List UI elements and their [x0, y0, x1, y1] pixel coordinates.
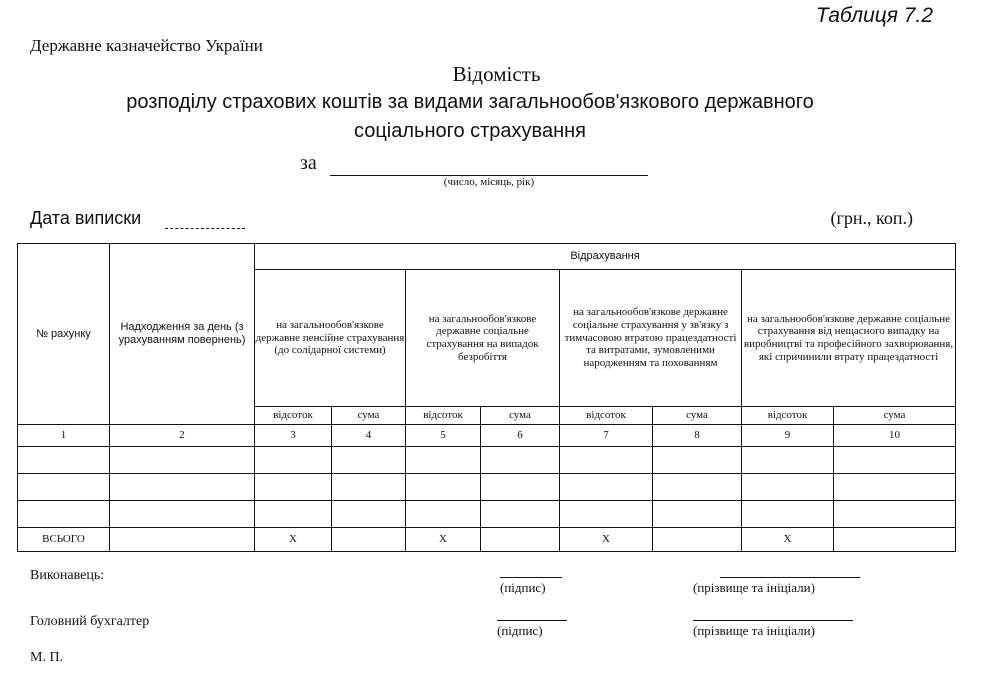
table-cell[interactable]: [560, 474, 653, 501]
table-cell[interactable]: [255, 474, 332, 501]
table-cell[interactable]: [18, 447, 110, 474]
column-number: 1: [18, 425, 110, 447]
table-cell[interactable]: [834, 501, 956, 528]
table-cell[interactable]: [653, 501, 742, 528]
table-row: [18, 474, 956, 501]
total-label: ВСЬОГО: [18, 528, 110, 552]
executor-name-hint: (прізвище та ініціали): [693, 580, 815, 595]
table-cell[interactable]: [406, 474, 481, 501]
table-cell[interactable]: [481, 528, 560, 552]
table-cell[interactable]: [406, 501, 481, 528]
column-number: 3: [255, 425, 332, 447]
executor-signature-line[interactable]: [500, 577, 562, 578]
table-cell[interactable]: [653, 528, 742, 552]
column-number: 4: [332, 425, 406, 447]
table-cell[interactable]: [110, 501, 255, 528]
table-cell[interactable]: [255, 501, 332, 528]
subheader-sum: сума: [834, 407, 956, 425]
period-label: за: [300, 152, 317, 174]
subheader-percent: відсоток: [406, 407, 481, 425]
total-mark: Х: [560, 528, 653, 552]
header-group-pension: на загальнообов'язкове державне пенсійне страхування (до солідарної системи): [255, 270, 406, 407]
document-subtitle-line1: розподілу страхових коштів за видами загальнообов'язкового державного: [126, 91, 814, 113]
table-cell[interactable]: [653, 447, 742, 474]
table-cell[interactable]: [560, 447, 653, 474]
period-hint: (число, місяць, рік): [443, 176, 535, 188]
table-cell[interactable]: [110, 528, 255, 552]
date-label: Дата виписки: [30, 208, 142, 228]
chief-accountant-label: Головний бухгалтер: [30, 614, 150, 629]
table-cell[interactable]: [332, 528, 406, 552]
table-cell[interactable]: [742, 447, 834, 474]
subheader-percent: відсоток: [560, 407, 653, 425]
column-number: 7: [560, 425, 653, 447]
table-cell[interactable]: [406, 447, 481, 474]
table-cell[interactable]: [481, 447, 560, 474]
column-number: 8: [653, 425, 742, 447]
table-cell[interactable]: [834, 474, 956, 501]
table-cell[interactable]: [653, 474, 742, 501]
column-number: 2: [110, 425, 255, 447]
column-number-row: [18, 425, 956, 447]
header-deductions: Відрахування: [255, 244, 956, 270]
stamp-label: М. П.: [30, 650, 64, 665]
table-cell[interactable]: [110, 447, 255, 474]
table-cell[interactable]: [834, 528, 956, 552]
subheader-sum: сума: [653, 407, 742, 425]
subheader-sum: сума: [332, 407, 406, 425]
column-number: 9: [742, 425, 834, 447]
header-group-temporary-disability: на загальнообов'язкове державне соціальне страхування у зв'язку з тимчасовою втратою працездатності та витратами, зумовленими народженням та похованням: [560, 270, 742, 407]
subheader-sum: сума: [481, 407, 560, 425]
chief-accountant-signature-hint: (підпис): [497, 623, 543, 638]
total-mark: Х: [255, 528, 332, 552]
chief-accountant-name-line[interactable]: [693, 620, 853, 621]
table-cell[interactable]: [481, 501, 560, 528]
header-daily-income: Надходження за день (з урахуванням повернень): [110, 244, 255, 425]
column-number: 6: [481, 425, 560, 447]
organization-name: Державне казначейство України: [30, 36, 263, 55]
table-row: [18, 501, 956, 528]
units-label: (грн., коп.): [830, 208, 913, 228]
subheader-percent: відсоток: [255, 407, 332, 425]
table-cell[interactable]: [834, 447, 956, 474]
table-cell[interactable]: [742, 474, 834, 501]
column-number: 10: [834, 425, 956, 447]
distribution-table: [17, 243, 956, 552]
document-title: Відомість: [452, 62, 541, 86]
total-mark: Х: [406, 528, 481, 552]
table-cell[interactable]: [560, 501, 653, 528]
header-account-number: № рахунку: [18, 244, 110, 425]
chief-accountant-signature-line[interactable]: [497, 620, 567, 621]
table-cell[interactable]: [18, 474, 110, 501]
executor-signature-hint: (підпис): [500, 580, 546, 595]
total-row: [18, 528, 956, 552]
document-subtitle-line2: соціального страхування: [353, 120, 586, 142]
header-group-accident: на загальнообов'язкове державне соціальне страхування від нещасного випадку на виробництві та професійного захворювання, які спричинили втрату працездатності: [742, 270, 956, 407]
date-field[interactable]: [165, 228, 245, 229]
chief-accountant-name-hint: (прізвище та ініціали): [693, 623, 815, 638]
column-number: 5: [406, 425, 481, 447]
table-cell[interactable]: [255, 447, 332, 474]
table-row: [18, 447, 956, 474]
subheader-percent: відсоток: [742, 407, 834, 425]
table-cell[interactable]: [481, 474, 560, 501]
executor-label: Виконавець:: [30, 568, 105, 583]
table-number: Таблиця 7.2: [815, 4, 933, 27]
table-cell[interactable]: [332, 501, 406, 528]
table-cell[interactable]: [110, 474, 255, 501]
header-group-unemployment: на загальнообов'язкове державне соціальне страхування на випадок безробіття: [406, 270, 560, 407]
table-cell[interactable]: [742, 501, 834, 528]
table-cell[interactable]: [332, 474, 406, 501]
table-cell[interactable]: [18, 501, 110, 528]
table-cell[interactable]: [332, 447, 406, 474]
executor-name-line[interactable]: [720, 577, 860, 578]
total-mark: Х: [742, 528, 834, 552]
